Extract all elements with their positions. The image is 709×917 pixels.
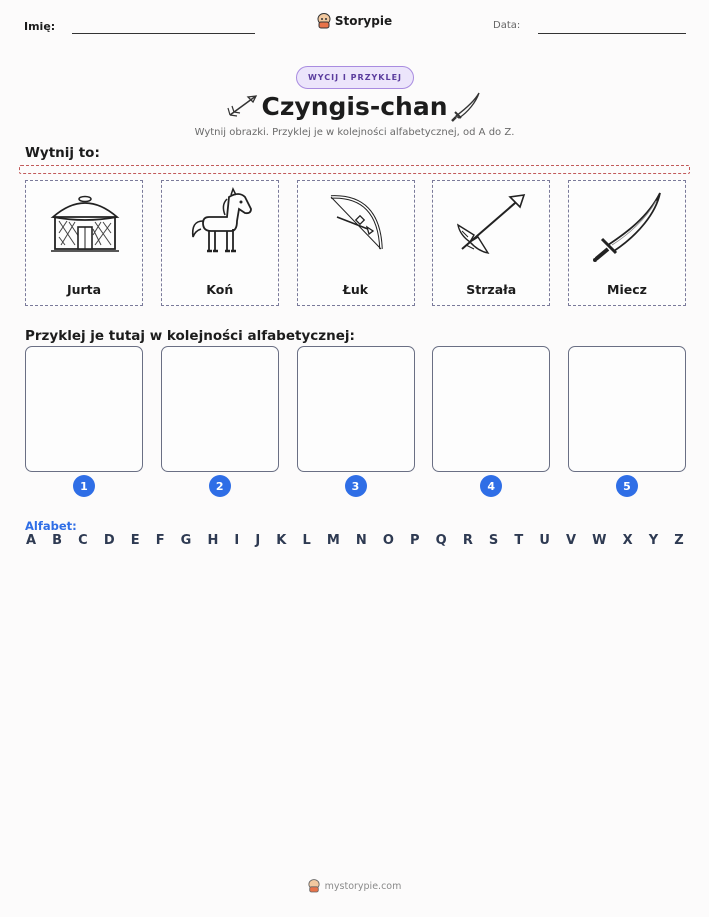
slot-number-badge: 1 (73, 475, 95, 497)
alphabet-letter: I (234, 533, 240, 548)
paste-section-label: Przyklej je tutaj w kolejności alfabetycznej: (25, 328, 355, 344)
slot-numbers (25, 475, 686, 497)
storypie-logo-icon (317, 13, 331, 29)
slot-number-badge: 5 (616, 475, 638, 497)
alphabet-letter: E (130, 533, 140, 548)
cut-cards (25, 180, 686, 306)
brand-name: Storypie (334, 14, 393, 28)
activity-badge: WYCIJ I PRZYKLEJ (296, 66, 414, 89)
alphabet-letter: D (103, 533, 115, 548)
alphabet-letter: J (255, 533, 261, 548)
paste-slot-1[interactable] (25, 346, 143, 472)
instructions: Wytnij obrazki. Przyklej je w kolejności alfabetycznej, od A do Z. (194, 127, 515, 138)
alphabet-letter: P (410, 533, 420, 548)
yurt-icon (45, 187, 125, 262)
card-label: Koń (206, 282, 234, 297)
footer-url: mystorypie.com (324, 880, 402, 892)
card-label: Jurta (66, 282, 102, 297)
alphabet-letter: C (78, 533, 88, 548)
cut-card-yurt[interactable] (25, 180, 143, 306)
page-title: Czyngis-chan (261, 92, 448, 121)
card-label: Łuk (342, 282, 369, 297)
alphabet-row (26, 533, 684, 548)
alphabet-letter: X (622, 533, 633, 548)
alphabet-letter: T (514, 533, 524, 548)
cut-section-label: Wytnij to: (25, 145, 100, 161)
date-line (538, 33, 686, 34)
alphabet-letter: K (276, 533, 287, 548)
paste-slot-4[interactable] (432, 346, 550, 472)
alphabet-letter: B (52, 533, 63, 548)
cut-card-arrow[interactable] (432, 180, 550, 306)
horse-icon (181, 187, 261, 262)
name-label: Imię: (24, 20, 56, 33)
cut-line (19, 165, 690, 174)
storypie-logo-icon (308, 879, 320, 893)
cut-card-horse[interactable] (161, 180, 279, 306)
slot-number-badge: 3 (345, 475, 367, 497)
alphabet-letter: U (539, 533, 550, 548)
paste-slot-3[interactable] (297, 346, 415, 472)
alphabet-letter: Z (674, 533, 684, 548)
paste-slot-5[interactable] (568, 346, 686, 472)
brand-logo (0, 13, 709, 29)
alphabet-letter: H (207, 533, 219, 548)
slot-number-badge: 2 (209, 475, 231, 497)
date-label: Data: (493, 20, 521, 31)
alphabet-letter: R (462, 533, 473, 548)
alphabet-letter: V (566, 533, 577, 548)
paste-slots (25, 346, 686, 472)
alphabet-letter: F (155, 533, 165, 548)
bow-icon (317, 187, 397, 262)
alphabet-letter: M (326, 533, 340, 548)
alphabet-letter: Y (648, 533, 659, 548)
card-label: Strzała (466, 282, 517, 297)
alphabet-letter: G (180, 533, 192, 548)
name-line (72, 33, 255, 34)
alphabet-label: Alfabet: (25, 519, 77, 533)
alphabet-letter: N (355, 533, 367, 548)
alphabet-letter: Q (435, 533, 447, 548)
slot-number-badge: 4 (480, 475, 502, 497)
cut-card-sword[interactable] (568, 180, 686, 306)
alphabet-letter: O (382, 533, 394, 548)
alphabet-letter: L (302, 533, 311, 548)
alphabet-letter: S (488, 533, 499, 548)
arrow-icon (452, 187, 532, 262)
footer (0, 879, 709, 893)
sword-icon (588, 187, 668, 262)
card-label: Miecz (607, 282, 647, 297)
paste-slot-2[interactable] (161, 346, 279, 472)
alphabet-letter: W (592, 533, 607, 548)
alphabet-letter: A (26, 533, 37, 548)
cut-card-bow[interactable] (297, 180, 415, 306)
